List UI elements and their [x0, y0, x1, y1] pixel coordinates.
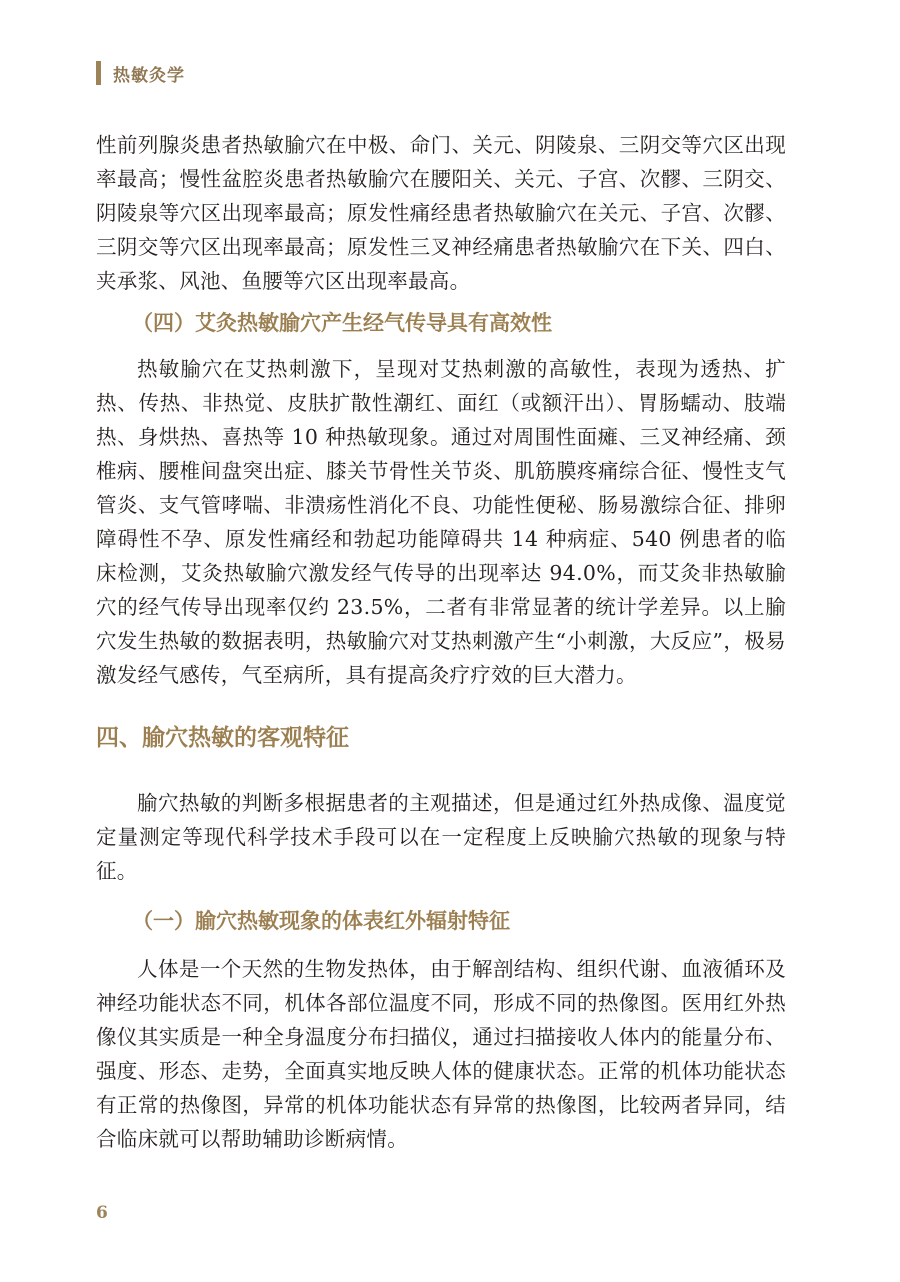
- page-content: [96, 128, 786, 1156]
- book-title: 热敏灸学: [113, 65, 185, 86]
- page-number: 6: [96, 1203, 108, 1223]
- sub-heading-four: （四）艾灸热敏腧穴产生经气传导具有高效性: [132, 311, 552, 335]
- paragraph-objective: 腧穴热敏的判断多根据患者的主观描述，但是通过红外热成像、温度觉定量测定等现代科学技术手段可以在一定程度上反映腧穴热敏的现象与特征。: [96, 791, 786, 883]
- sub-heading-one: （一）腧穴热敏现象的体表红外辐射特征: [132, 909, 510, 933]
- paragraph-continued: 性前列腺炎患者热敏腧穴在中极、命门、关元、阴陵泉、三阴交等穴区出现率最高；慢性盆腔炎患者热敏腧穴在腰阳关、关元、子宫、次髎、三阴交、阴陵泉等穴区出现率最高；原发性痛经患者热敏腧穴在关元、子宫、次髎、三阴交等穴区出现率最高；原发性三叉神经痛患者热敏腧穴在下关、四白、夹承浆、风池、鱼腰等穴区出现率最高。: [96, 133, 786, 293]
- paragraph-heat-sensitive: 热敏腧穴在艾热刺激下，呈现对艾热刺激的高敏性，表现为透热、扩热、传热、非热觉、皮肤扩散性潮红、面红（或额汗出）、胃肠蠕动、肢端热、身烘热、喜热等 10 种热敏现象。通过对周围性面瘫、三叉神经痛、颈椎病、腰椎间盘突出症、膝关节骨性关节炎、肌筋膜疼痛综合征、慢性支气管炎、支气管哮喘、非溃疡性消化不良、功能性便秘、肠易激综合征、排卵障碍性不孕、原发性痛经和勃起功能障碍共 14 种病症、540 例患者的临床检测，艾灸热敏腧穴激发经气传导的出现率达 94.0%，而艾灸非热敏腧穴的经气传导出现率仅约 23.5%，二者有非常显著的统计学差异。以上腧穴发生热敏的数据表明，热敏腧穴对艾热刺激产生“小刺激，大反应”，极易激发经气感传，气至病所，具有提高灸疗疗效的巨大潜力。: [96, 357, 786, 687]
- section-heading-four: 四、腧穴热敏的客观特征: [96, 725, 349, 751]
- header-bar: [96, 61, 101, 85]
- paragraph-infrared: 人体是一个天然的生物发热体，由于解剖结构、组织代谢、血液循环及神经功能状态不同，机体各部位温度不同，形成不同的热像图。医用红外热像仪其实质是一种全身温度分布扫描仪，通过扫描接收人体内的能量分布、强度、形态、走势，全面真实地反映人体的健康状态。正常的机体功能状态有正常的热像图，异常的机体功能状态有异常的热像图，比较两者异同，结合临床就可以帮助辅助诊断病情。: [96, 957, 786, 1151]
- running-head: [96, 58, 185, 88]
